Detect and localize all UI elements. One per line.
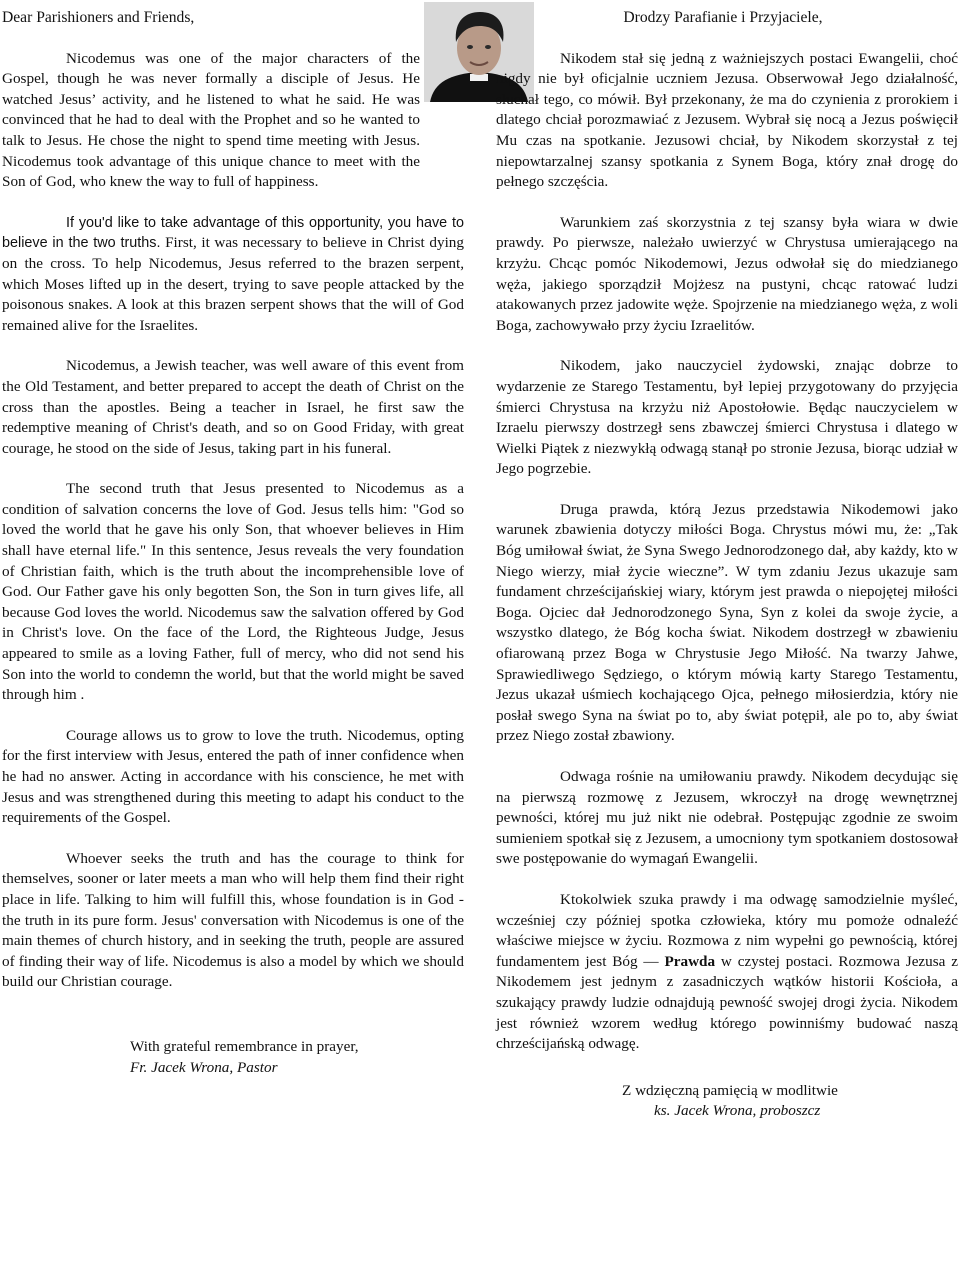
pastor-name: ks. Jacek Wrona, proboszcz <box>654 1102 821 1120</box>
closing-line: Z wdzięczną pamięcią w modlitwie <box>622 1081 838 1099</box>
closing-line: With grateful remembrance in prayer, <box>130 1037 359 1055</box>
letter-paragraph: Druga prawda, którą Jezus przedstawia Nikodemowi jako warunek zbawienia dotyczy miłości Boga. Chrystus mówi mu, że: „Tak Bóg umiłował świat, że Syna Swego Jednorodzonego dał, aby każdy, kto w Niego wierzy, miał życie wieczne”. W tym zdaniu Jezus ukazuje sam fundament chrześcijańskiej wiary, którym jest prawda o niepojętej miłości Boga. Ojciec dał Jednorodzonego Syna, Syn z kolei da swoje życie, a wszystko dlatego, że Bóg kocha świat. Nikodem dostrzegł w zbawieniu ofiarowaną przez Boga w Chrystusie Jego Miłość. Na twarzy Jahwe, Sprawiedliwego Sędziego, o którym mówią karty Starego Testamentu, Jezus ukazał uśmiech kochającego Ojca, pełnego miłosierdzia, który nie posłał swego Syna na świat po to, aby świat potępił, ale po to, aby świat przez Niego został zbawiony. <box>496 500 958 745</box>
emphasis-word: Prawda <box>664 952 716 970</box>
letter-paragraph: Nikodem, jako nauczyciel żydowski, znając dobrze to wydarzenie ze Starego Testamentu, był lepiej przygotowany do przyjęcia śmierci Chrystusa na krzyżu niż Apostołowie. Będąc nauczycielem w Izraelu pierwszy dostrzegł sens zbawczej śmierci Chrystusa i dlatego w Wielki Piątek z niezwykłą odwagą stanął po stronie Jezusa, biorąc udział w Jego pogrzebie. <box>496 357 958 478</box>
letter-paragraph: Warunkiem zaś skorzystnia z tej szansy była wiara w dwie prawdy. Po pierwsze, należało uwierzyć w Chrystusa umierającego na krzyżu. Chcąc pomóc Nikodemowi, Jezus odwołał się do miedzianego węża, jakiego sporządził Mojżesz na pustyni, chcąc ratować ludzi atakowanych przez jadowite węże. Spojrzenie na miedzianego węża, z woli Boga, zachowywało przy życiu Izraelitów. <box>496 213 958 334</box>
letter-paragraph: The second truth that Jesus presented to Nicodemus as a condition of salvation concerns the love of God. Jesus tells him: "God so loved the world that he gave his only Son, that whoever believes in Him shall have eternal life." In this sentence, Jesus reveals the very foundation of Christian faith, which is the truth about the incomprehensible love of God. Our Father gave his only begotten Son, the Son in turn gives life, all because God loves the world. Nicodemus saw the salvation offered by God in Christ's love. On the face of the Lord, the Righteous Judge, Jesus appeared to smile as a loving Father, full of mercy, who did not send his Son into the world to condemn the world, but that the world might be saved through him . <box>2 480 464 704</box>
letter-paragraph: Ktokolwiek szuka prawdy i ma odwagę samodzielnie myśleć, wcześniej czy później spotka człowieka, który mu pomoże odnaleźć właściwe miejsce w życiu. Rozmowa z nim wypełni go pewnością, której fundamentem jest Bóg — Prawda w czystej postaci. Rozmowa Jezusa z Nikodemem jest jednym z zasadniczych wątków historii Kościoła, a szukający prawdy ludzie odnajdują pewność swojej drogi życia. Nikodem jest również wzorem według którego powinniśmy budować naszą chrześcijańską odwagę. <box>496 890 958 1053</box>
letter-paragraph: Odwaga rośnie na umiłowaniu prawdy. Nikodem decydując się na pierwszą rozmowę z Jezusem, wkroczył na drogę wewnętrznej pewności, której mu już nikt nie odebrał. Postępując zgodnie ze swoim sumieniem spotkał się z Jezusem, a umocniony tym spotkaniem dostosował swe postępowanie do wymagań Ewangelii. <box>496 768 958 868</box>
salutation: Drodzy Parafianie i Przyjaciele, <box>623 9 823 26</box>
salutation: Dear Parishioners and Friends, <box>2 9 195 26</box>
pastor-name: Fr. Jacek Wrona, Pastor <box>130 1058 278 1076</box>
letter-paragraph: Whoever seeks the truth and has the courage to think for themselves, sooner or later meets a man who will help them find their right place in life. Talking to him will fulfill this, whose foundation is in God - the truth in its pure form. Jesus' conversation with Nicodemus is one of the main themes of church history, and in seeking the truth, people are assured of finding their way of life. Nicodemus is also a model by which we should build our Christian courage. <box>2 849 464 991</box>
signature-block <box>2 1037 464 1078</box>
english-column <box>2 8 464 1078</box>
signature-block <box>496 1081 958 1122</box>
polish-column <box>496 8 958 1122</box>
letter-paragraph: Nicodemus was one of the major characters of the Gospel, though he was never formally a disciple of Jesus. He watched Jesus’ activity, and he listened to what he said. He was convinced that he had to deal with the Prophet and so he wanted to talk to Jesus. He chose the night to spend time meeting with Jesus. Nicodemus took advantage of this unique chance to meet with the Son of God, who knew the way to full of happiness. <box>2 49 420 191</box>
letter-paragraph: If you'd like to take advantage of this opportunity, you have to believe in the two truths. First, it was necessary to believe in Christ dying on the cross. To help Nicodemus, Jesus referred to the brazen serpent, which Moses lifted up in the desert, trying to save people attacked by the poisonous snakes. A look at this brazen serpent shows that the will of God remained alive for the Israelites. <box>2 214 464 334</box>
letter-paragraph: Nikodem stał się jedną z ważniejszych postaci Ewangelii, choć nigdy nie był oficjalnie uczniem Jezusa. Obserwował Jego działalność, słuchał tego, co mówił. Był przekonany, że ma do czynienia z prorokiem i dlatego chciał porozmawiać z Jezusem. Wybrał się nocą a Jezus poświęcił Mu czas na spotkanie. Jezusowi chciał, by Nikodem skorzystał z tej niepowtarzalnej szansy spotkania z Synem Boga, który znał drogę do pełnego szczęścia. <box>496 49 958 191</box>
letter-paragraph: Nicodemus, a Jewish teacher, was well aware of this event from the Old Testament, and better prepared to accept the death of Christ on the cross than the apostles. Being a teacher in Israel, he first saw the redemptive meaning of Christ's death, and so on Good Friday, with great courage, he stood on the side of Jesus, taking part in his funeral. <box>2 357 464 457</box>
letter-paragraph: Courage allows us to grow to love the truth. Nicodemus, opting for the first interview with Jesus, entered the path of inner confidence when he had no answer. Acting in accordance with his conscience, he met with Jesus and was strengthened during this meeting to adapt his conduct to the requirements of the Gospel. <box>2 726 464 827</box>
